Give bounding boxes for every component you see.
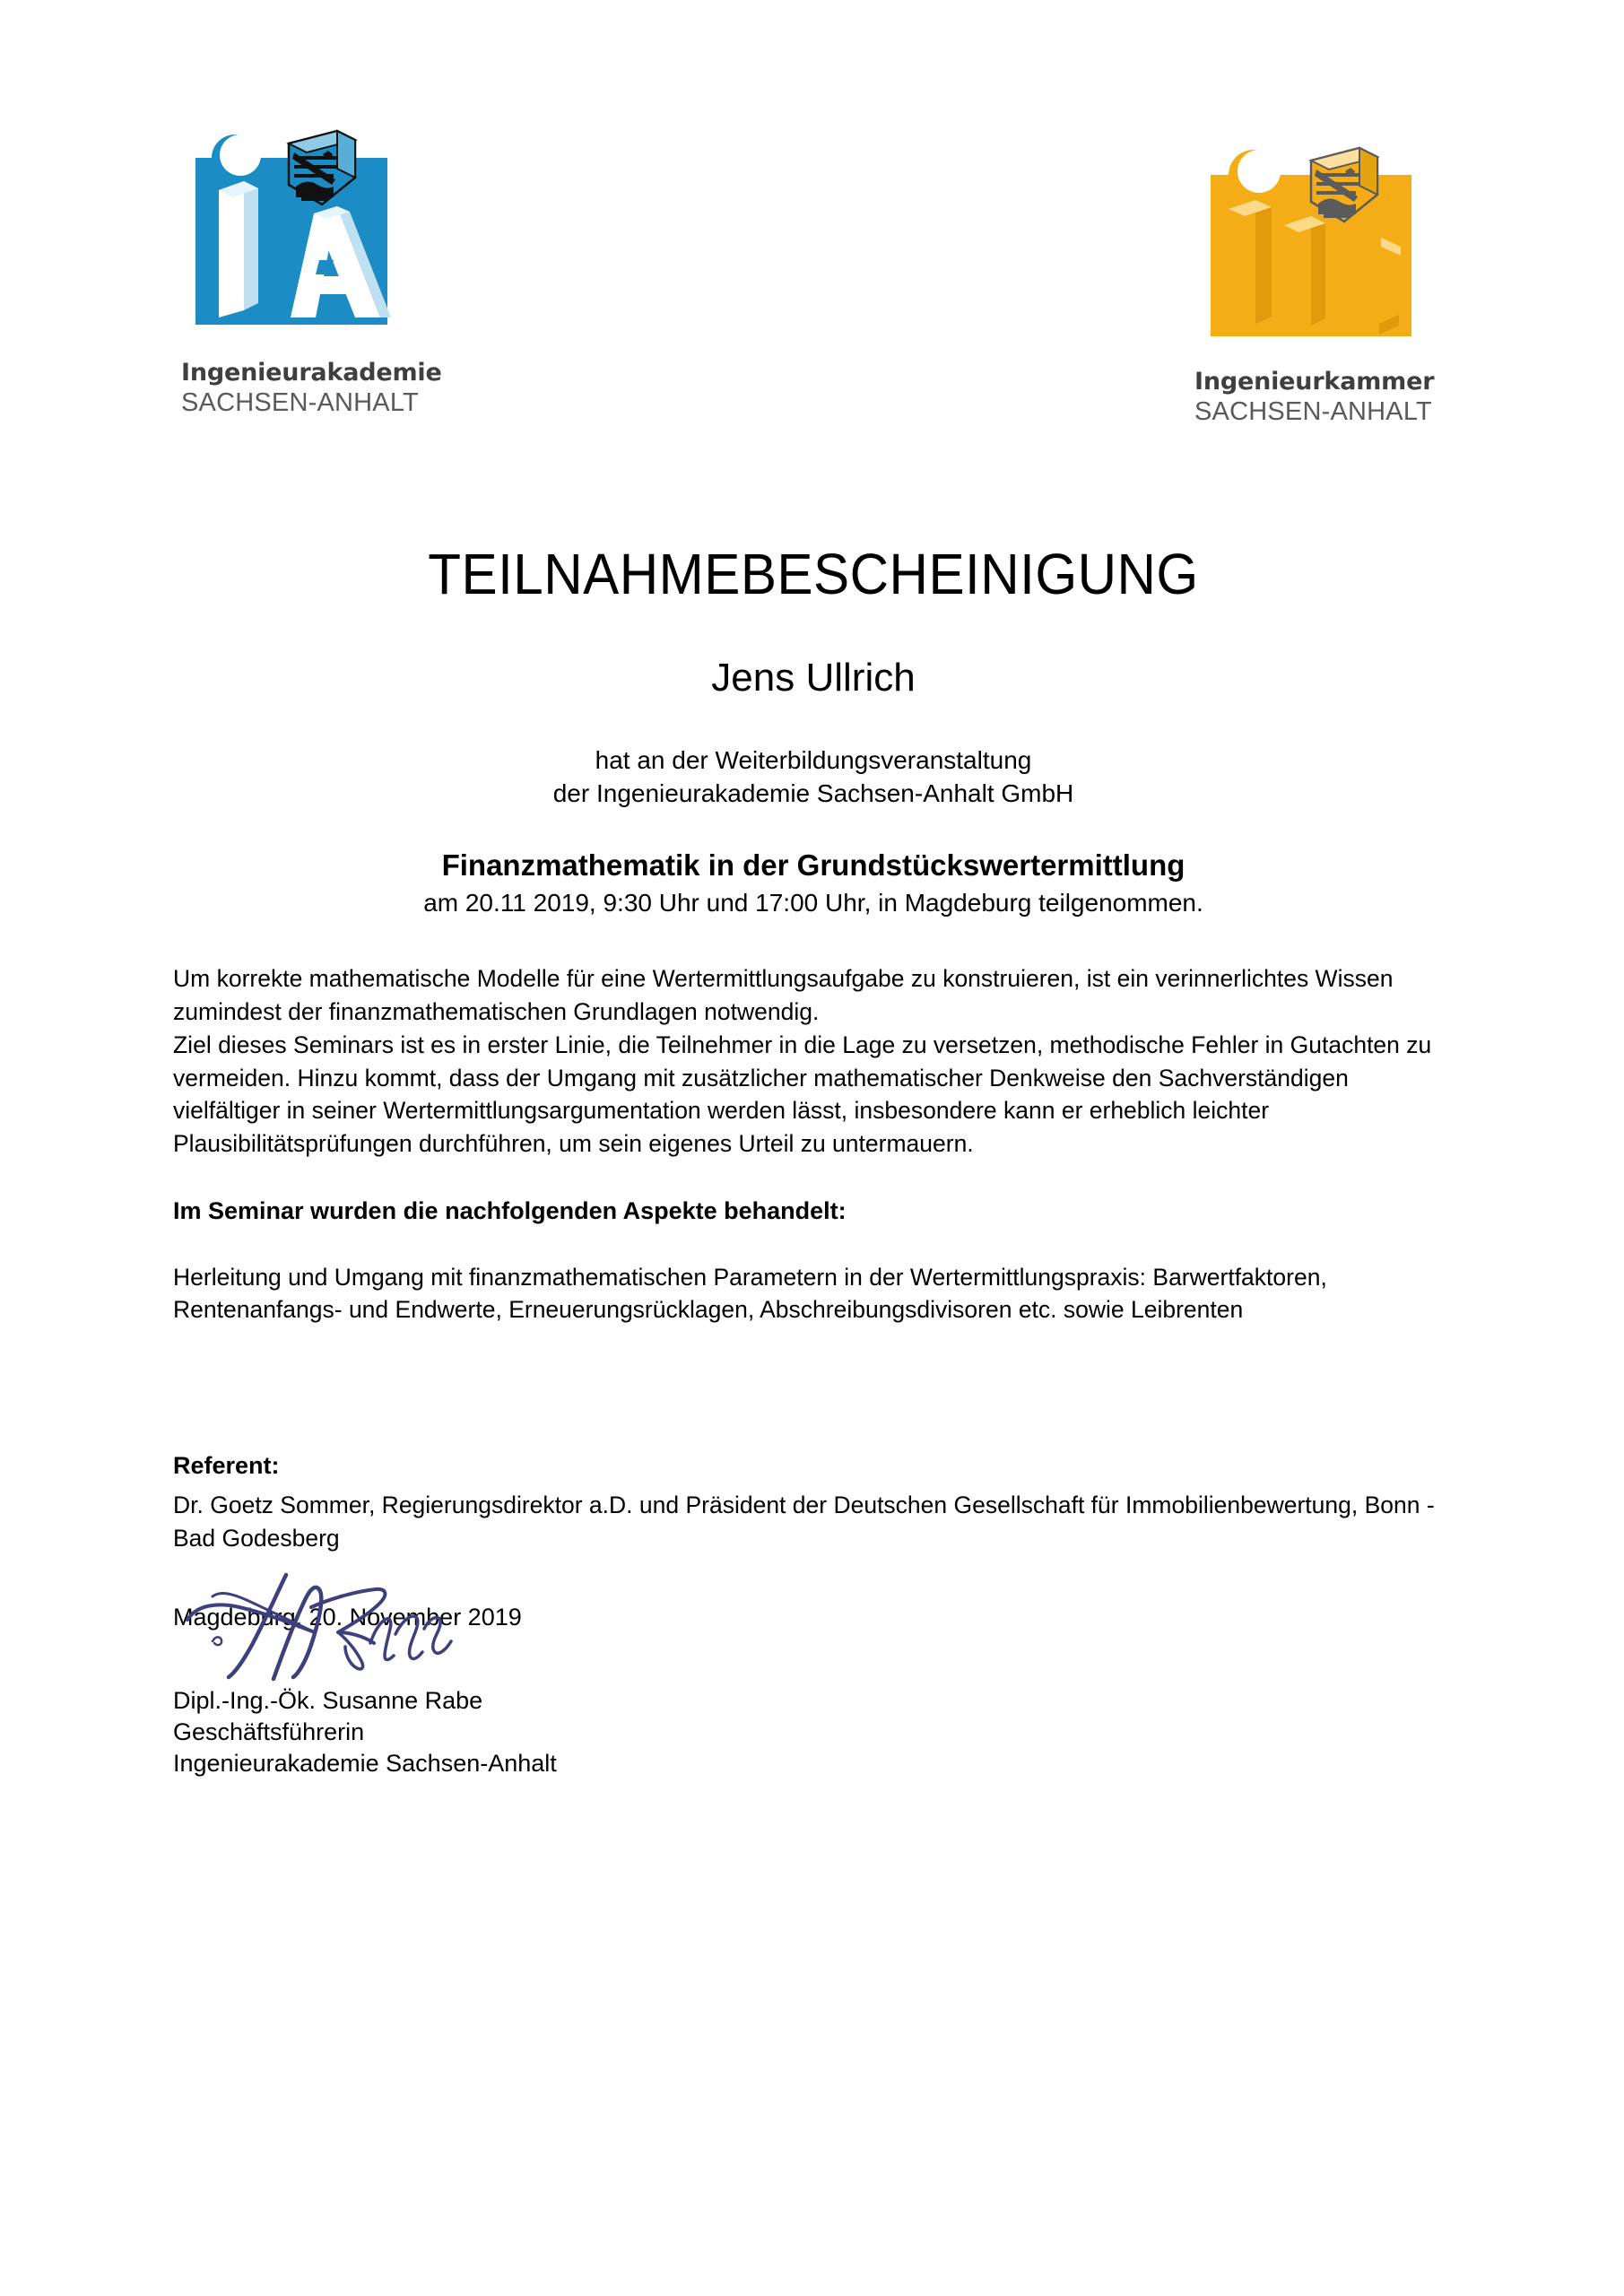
referent-text: Dr. Goetz Sommer, Regierungsdirektor a.D. und Präsident der Deutschen Gesellschaft für Immobilienbewertung, Bonn - Bad Godesberg [173, 1492, 1435, 1552]
signer-role: Geschäftsführerin [173, 1718, 365, 1745]
intro-text [173, 698, 1454, 811]
body-paragraph-1: Um korrekte mathematische Modelle für eine Wertermittlungsaufgabe zu konstruieren, ist ein verinnerlichtes Wissen zumindest der finanzmathematischen Grundlagen notwendig. [173, 965, 1394, 1026]
signer-name: Dipl.-Ing.-Ök. Susanne Rabe [173, 1686, 483, 1714]
signer-details [173, 1633, 1454, 1779]
logo-left-subtitle: SACHSEN-ANHALT [181, 387, 419, 417]
logo-left-name: Ingenieurakademie [181, 359, 442, 387]
intro-line-2: der Ingenieurakademie Sachsen-Anhalt GmbH [552, 778, 1074, 807]
logo-right-name: Ingenieurkammer [1194, 368, 1435, 396]
page-title: TEILNAHMEBESCHEINIGUNG [428, 542, 1199, 606]
referent-heading: Referent: [173, 1452, 280, 1480]
certificate-content [173, 0, 1454, 1779]
place-and-date: Magdeburg, 20. November 2019 [173, 1603, 522, 1631]
seminar-title: Finanzmathematik in der Grundstückswertermittlung [441, 848, 1185, 882]
aspects-text: Herleitung und Umgang mit finanzmathematischen Parametern in der Wertermittlungspraxis: Barwertfaktoren, Rentenanfangs- und Endwerte, Erneuerungsrücklagen, Abschreibungsdivisoren etc. sowie Leibrenten [173, 1263, 1327, 1324]
recipient-name: Jens Ullrich [711, 656, 916, 700]
intro-line-1: hat an der Weiterbildungsveranstaltung [595, 746, 1032, 774]
body-paragraph-2: Ziel dieses Seminars ist es in erster Linie, die Teilnehmer in die Lage zu versetzen, methodische Fehler in Gutachten zu vermeiden. Hinzu kommt, dass der Umgang mit zusätzlicher mathematischer Denkweise den Sachverständigen vielfältiger in seiner Wertermittlungsargumentation werden lässt, insbesondere kann er erheblich leichter Plausibilitätsprüfungen durchführen, um sein eigenes Urteil zu untermauern. [173, 1031, 1432, 1157]
signer-organisation: Ingenieurakademie Sachsen-Anhalt [173, 1749, 557, 1777]
signature-block [173, 1555, 1454, 1779]
aspects-heading: Im Seminar wurden die nachfolgenden Aspekte behandelt: [173, 1196, 847, 1224]
logo-right-subtitle: SACHSEN-ANHALT [1194, 396, 1432, 426]
seminar-datetime: am 20.11 2019, 9:30 Uhr und 17:00 Uhr, in Magdeburg teilgenommen. [423, 888, 1203, 917]
